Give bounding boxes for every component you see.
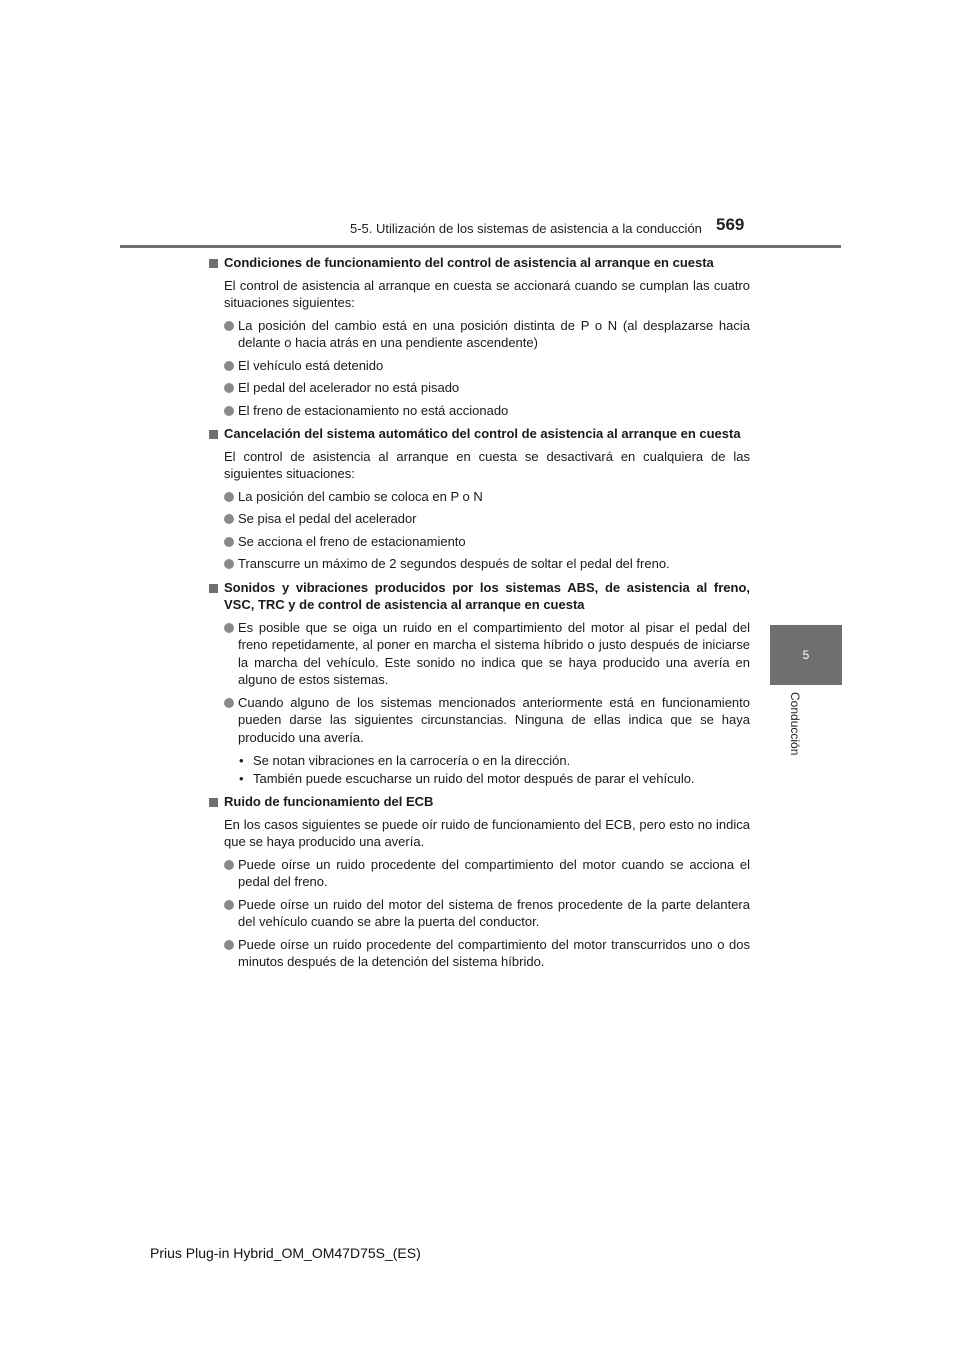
circle-bullet-icon <box>224 383 234 393</box>
circle-bullet-icon <box>224 940 234 950</box>
header-divider <box>120 245 841 248</box>
list-item: Puede oírse un ruido del motor del sistema de frenos procedente de la parte delantera del vehículo cuando se abre la puerta del conductor. <box>207 896 750 931</box>
circle-bullet-icon <box>224 514 234 524</box>
circle-bullet-icon <box>224 559 234 569</box>
list-item: El vehículo está detenido <box>207 357 750 375</box>
list-item: El freno de estacionamiento no está accionado <box>207 402 750 420</box>
dot-marker: • <box>239 770 244 786</box>
section-heading: Ruido de funcionamiento del ECB <box>207 793 750 811</box>
section-block <box>207 793 750 971</box>
square-bullet-icon <box>209 259 218 268</box>
circle-bullet-icon <box>224 698 234 708</box>
document-footer: Prius Plug-in Hybrid_OM_OM47D75S_(ES) <box>150 1245 421 1261</box>
circle-bullet-icon <box>224 860 234 870</box>
sub-list-item: • También puede escucharse un ruido del motor después de parar el vehículo. <box>239 770 695 786</box>
section-heading: Sonidos y vibraciones producidos por los sistemas ABS, de asistencia al freno, VSC, TRC y de control de asistencia al arranque en cuesta <box>207 579 750 614</box>
list-item: Se pisa el pedal del acelerador <box>207 510 750 528</box>
section-intro: El control de asistencia al arranque en cuesta se desactivará en cualquiera de las siguientes situaciones: <box>224 448 750 481</box>
section-intro: El control de asistencia al arranque en cuesta se accionará cuando se cumplan las cuatro situaciones siguientes: <box>224 277 750 310</box>
square-bullet-icon <box>209 430 218 439</box>
section-intro: En los casos siguientes se puede oír ruido de funcionamiento del ECB, pero esto no indica que se haya producido una avería. <box>224 816 750 849</box>
list-item: Puede oírse un ruido procedente del compartimiento del motor cuando se acciona el pedal del freno. <box>207 856 750 891</box>
section-heading: Cancelación del sistema automático del control de asistencia al arranque en cuesta <box>207 425 750 443</box>
main-content <box>207 254 750 971</box>
list-item: La posición del cambio se coloca en P o N <box>207 488 750 506</box>
sub-list-item: • Se notan vibraciones en la carrocería o en la dirección. <box>239 753 571 768</box>
circle-bullet-icon <box>224 492 234 502</box>
section-block <box>207 579 750 788</box>
square-bullet-icon <box>209 798 218 807</box>
list-item: Transcurre un máximo de 2 segundos después de soltar el pedal del freno. <box>207 555 750 573</box>
circle-bullet-icon <box>224 537 234 547</box>
chapter-label <box>780 692 810 772</box>
section-block <box>207 425 750 573</box>
dot-marker: • <box>239 753 244 768</box>
running-header: 5-5. Utilización de los sistemas de asistencia a la conducción <box>350 221 702 236</box>
list-item: El pedal del acelerador no está pisado <box>207 379 750 397</box>
circle-bullet-icon <box>224 321 234 331</box>
square-bullet-icon <box>209 584 218 593</box>
list-item: Se acciona el freno de estacionamiento <box>207 533 750 551</box>
circle-bullet-icon <box>224 361 234 371</box>
list-item: Puede oírse un ruido procedente del compartimiento del motor transcurridos uno o dos minutos después de la detención del sistema híbrido. <box>207 936 750 971</box>
section-heading: Condiciones de funcionamiento del control de asistencia al arranque en cuesta <box>207 254 750 272</box>
list-item: Es posible que se oiga un ruido en el compartimiento del motor al pisar el pedal del freno repetidamente, al poner en marcha el sistema híbrido o justo después de iniciarse la marcha del vehículo. Este sonido no indica que se haya producido una avería en alguno de estos sistemas. <box>207 619 750 689</box>
list-item: La posición del cambio está en una posición distinta de P o N (al desplazarse hacia delante o hacia atrás en una pendiente ascendente) <box>207 317 750 352</box>
chapter-tab <box>770 625 842 685</box>
circle-bullet-icon <box>224 623 234 633</box>
list-item: Cuando alguno de los sistemas mencionados anteriormente está en funcionamiento pueden darse las siguientes circunstancias. Ninguna de ellas indica que se haya producido una avería. <box>207 694 750 747</box>
chapter-label-text: Conducción <box>788 692 802 756</box>
circle-bullet-icon <box>224 406 234 416</box>
section-block <box>207 254 750 419</box>
chapter-number: 5 <box>802 648 810 662</box>
page-number: 569 <box>716 215 745 234</box>
circle-bullet-icon <box>224 900 234 910</box>
